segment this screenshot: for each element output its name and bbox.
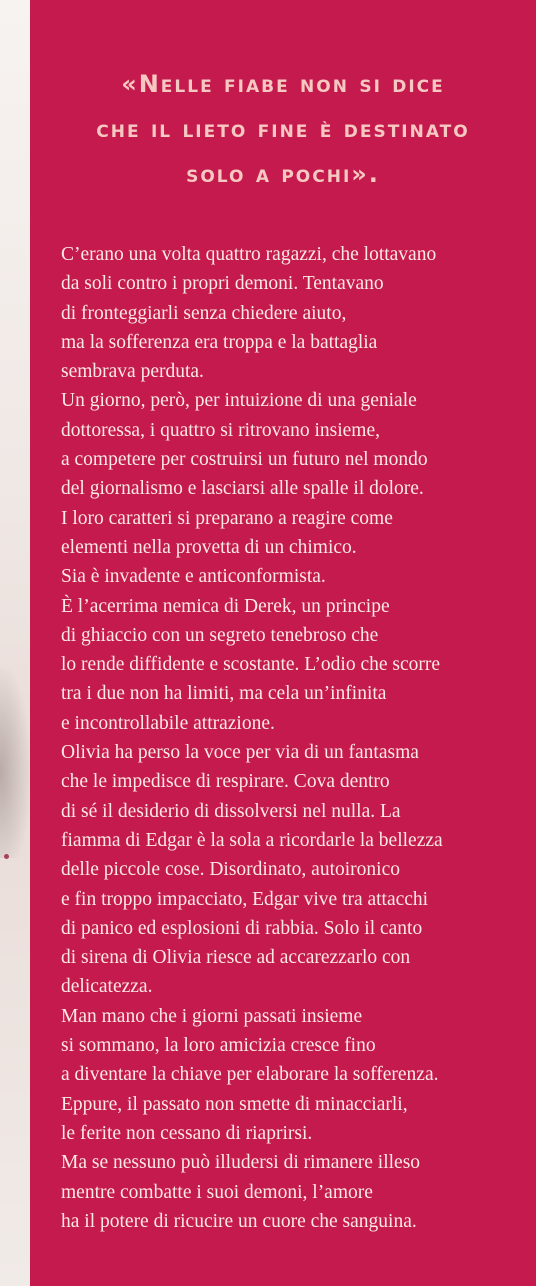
synopsis-line: C’erano una volta quattro ragazzi, che lottavano: [61, 244, 437, 265]
synopsis-line: dottoressa, i quattro si ritrovano insieme,: [61, 419, 380, 441]
blood-drop: [4, 854, 9, 859]
synopsis-line: delicatezza.: [61, 976, 153, 998]
tagline-line: che il lieto fine è destinato: [96, 115, 470, 143]
synopsis-line: È l’acerrima nemica di Derek, un principe: [61, 595, 390, 617]
synopsis-line: di sirena di Olivia riesce ad accarezzarlo con: [61, 947, 411, 969]
synopsis-line: I loro caratteri si preparano a reagire come: [61, 507, 393, 529]
synopsis-line: a diventare la chiave per elaborare la sofferenza.: [61, 1064, 439, 1086]
synopsis-line: da soli contro i propri demoni. Tentavano: [61, 273, 384, 295]
synopsis-line: delle piccole cose. Disordinato, autoironico: [61, 859, 400, 881]
synopsis-line: le ferite non cessano di riaprirsi.: [61, 1122, 313, 1144]
synopsis-line: e incontrollabile attrazione.: [61, 712, 275, 734]
synopsis-line: di ghiaccio con un segreto tenebroso che: [61, 624, 379, 646]
synopsis-line: del giornalismo e lasciarsi alle spalle il dolore.: [61, 478, 424, 500]
synopsis-line: Eppure, il passato non smette di minacciarli,: [61, 1093, 408, 1115]
front-cover-edge: [0, 0, 30, 1286]
synopsis-line: di fronteggiarli senza chiedere aiuto,: [61, 302, 347, 324]
synopsis-line: mentre combatte i suoi demoni, l’amore: [61, 1181, 373, 1203]
synopsis-line: fiamma di Edgar è la sola a ricordarle la bellezza: [61, 829, 443, 851]
synopsis-line: lo rende diffidente e scostante. L’odio che scorre: [61, 654, 441, 676]
synopsis-line: Man mano che i giorni passati insieme: [61, 1005, 363, 1027]
synopsis-line: tra i due non ha limiti, ma cela un’infinita: [61, 683, 387, 705]
synopsis-line: di sé il desiderio di dissolversi nel nulla. La: [61, 800, 401, 822]
tagline-line: solo a pochi».: [186, 160, 380, 188]
synopsis-line: Olivia ha perso la voce per via di un fantasma: [61, 742, 419, 764]
synopsis-line: a competere per costruirsi un futuro nel mondo: [61, 449, 428, 471]
synopsis-line: Ma se nessuno può illudersi di rimanere illeso: [61, 1152, 421, 1174]
synopsis-line: di panico ed esplosioni di rabbia. Solo il canto: [61, 917, 423, 939]
synopsis-line: Un giorno, però, per intuizione di una geniale: [61, 390, 417, 412]
synopsis-line: si sommano, la loro amicizia cresce fino: [61, 1035, 376, 1057]
cover-artwork-fragment: [0, 668, 30, 858]
synopsis-line: che le impedisce di respirare. Cova dentro: [61, 771, 390, 793]
synopsis-line: ma la sofferenza era troppa e la battaglia: [61, 331, 378, 353]
tagline-quote: [30, 62, 536, 197]
synopsis-line: sembrava perduta.: [61, 361, 204, 383]
synopsis-line: elementi nella provetta di un chimico.: [61, 536, 357, 558]
tagline-line: «Nelle fiabe non si dice: [121, 70, 445, 98]
synopsis-line: ha il potere di ricucire un cuore che sanguina.: [61, 1210, 417, 1232]
synopsis-line: e fin troppo impacciato, Edgar vive tra attacchi: [61, 888, 429, 910]
synopsis-line: Sia è invadente e anticonformista.: [61, 566, 326, 588]
synopsis: [61, 240, 531, 1236]
back-cover-panel: [30, 0, 536, 1286]
